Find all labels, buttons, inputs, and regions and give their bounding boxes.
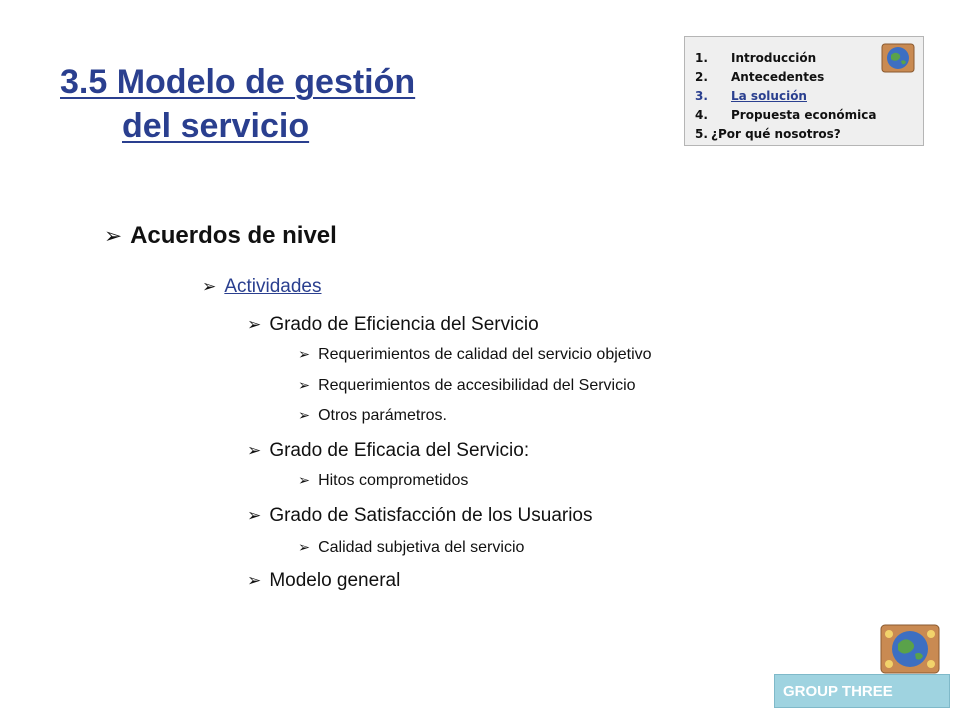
arrow-bullet-icon: ➢ (298, 347, 311, 363)
actividades-link[interactable]: Actividades (224, 276, 322, 297)
agenda-box (684, 36, 924, 146)
bullet-modelo-general (247, 570, 400, 592)
bullet-grado-eficiencia (247, 314, 539, 336)
agenda-item-number: 1. (695, 51, 708, 65)
agenda-item-label: Antecedentes (731, 70, 825, 84)
arrow-bullet-icon: ➢ (298, 408, 311, 424)
arrow-bullet-icon: ➢ (104, 223, 123, 248)
bullet-text: Calidad subjetiva del servicio (318, 539, 525, 556)
bullet-text: Grado de Eficacia del Servicio: (269, 440, 530, 461)
agenda-item-number: 5. (695, 127, 708, 141)
bullet-hitos-comprometidos (298, 472, 468, 490)
agenda-item-label: Propuesta económica (731, 108, 877, 122)
slide-title-line1: 3.5 Modelo de gestión (60, 63, 416, 101)
slide-title (60, 60, 415, 148)
arrow-bullet-icon: ➢ (247, 571, 262, 590)
bullet-text: Hitos comprometidos (318, 472, 469, 489)
globe-people-icon (880, 624, 940, 674)
arrow-bullet-icon: ➢ (247, 506, 262, 525)
bullet-grado-eficacia (247, 440, 529, 462)
bullet-text: Modelo general (269, 570, 401, 591)
bullet-actividades-link[interactable] (202, 276, 322, 298)
agenda-item-3-active[interactable] (695, 87, 915, 106)
agenda-item-label: La solución (731, 89, 807, 103)
bullet-requerimientos-accesibilidad (298, 377, 636, 395)
agenda-item-number: 4. (695, 108, 708, 122)
agenda-item-number: 2. (695, 70, 708, 84)
bullet-requerimientos-calidad (298, 346, 652, 364)
arrow-bullet-icon: ➢ (298, 473, 311, 489)
globe-logo-icon (881, 43, 915, 73)
arrow-bullet-icon: ➢ (247, 315, 262, 334)
agenda-item-label: ¿Por qué nosotros? (711, 127, 841, 141)
bullet-grado-satisfaccion (247, 505, 593, 527)
agenda-item-4[interactable] (695, 106, 915, 125)
bullet-calidad-subjetiva (298, 539, 524, 557)
bullet-otros-parametros (298, 407, 447, 425)
bullet-text: Requerimientos de calidad del servicio objetivo (318, 346, 652, 363)
bullet-text: Otros parámetros. (318, 407, 447, 424)
slide-title-line2: del servicio (122, 107, 310, 145)
arrow-bullet-icon: ➢ (247, 441, 262, 460)
agenda-item-number: 3. (695, 89, 708, 103)
arrow-bullet-icon: ➢ (298, 540, 311, 556)
bullet-text: Requerimientos de accesibilidad del Servicio (318, 377, 636, 394)
bullet-text: Acuerdos de nivel (130, 222, 337, 249)
agenda-item-label: Introducción (731, 51, 817, 65)
bullet-text: Grado de Satisfacción de los Usuarios (269, 505, 593, 526)
bullet-acuerdos-de-nivel (104, 222, 337, 250)
group-three-button[interactable]: GROUP THREE (774, 674, 950, 708)
agenda-item-5[interactable] (695, 125, 915, 144)
bullet-text: Grado de Eficiencia del Servicio (269, 314, 539, 335)
arrow-bullet-icon: ➢ (298, 378, 311, 394)
arrow-bullet-icon: ➢ (202, 277, 217, 296)
